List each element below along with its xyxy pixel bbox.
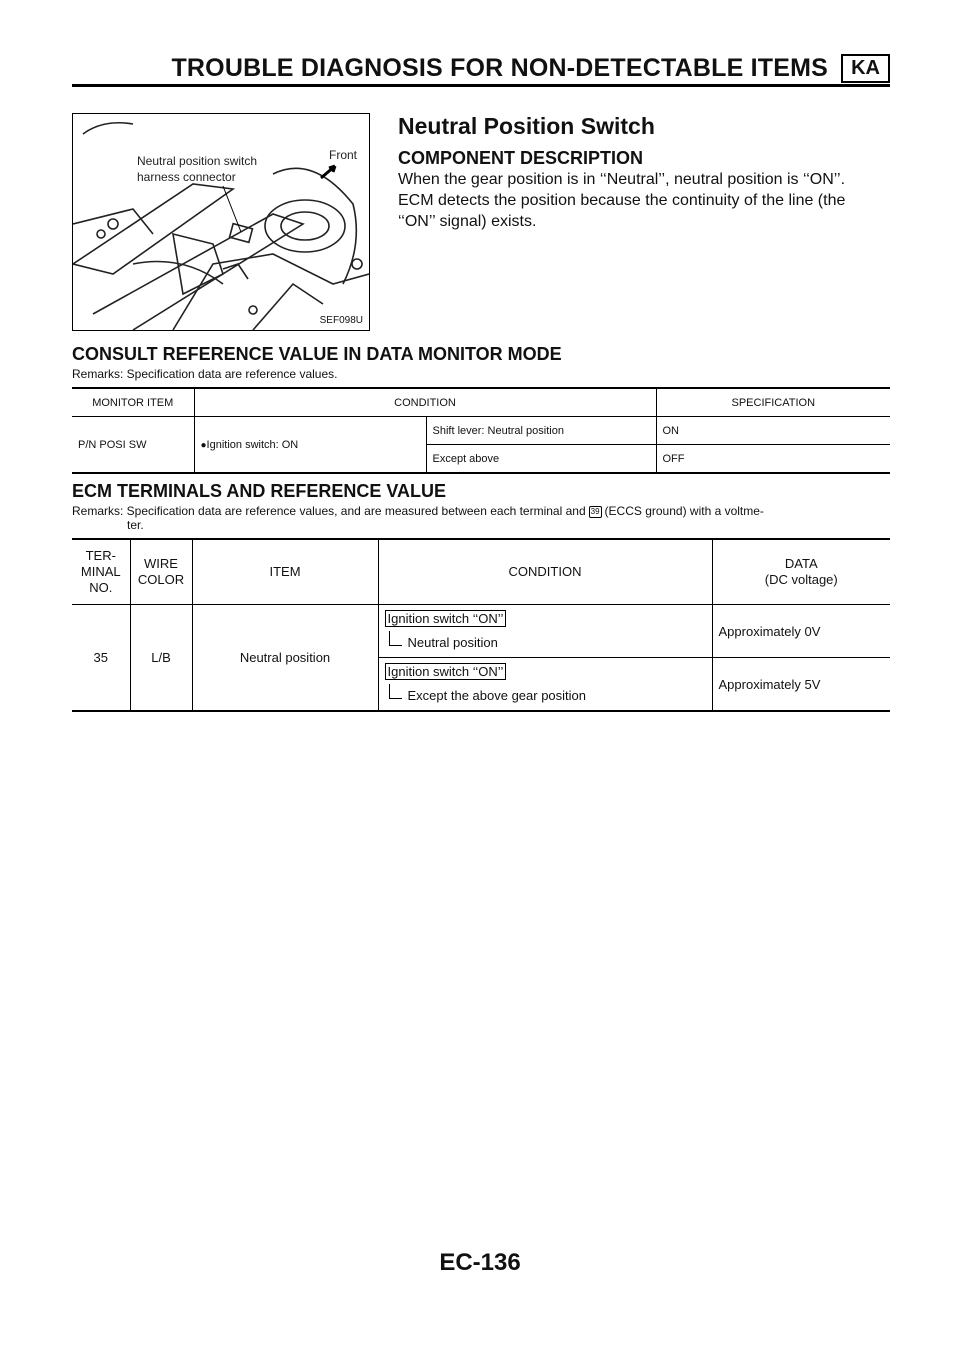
condition-cell xyxy=(194,417,426,474)
front-label: Front xyxy=(329,148,358,162)
col-data-l1: DATA xyxy=(784,556,818,571)
ecm-heading: ECM TERMINALS AND REFERENCE VALUE xyxy=(72,481,447,501)
terminal-cell: 35 xyxy=(72,605,130,712)
component-section xyxy=(398,113,892,232)
col-item: ITEM xyxy=(192,539,378,605)
col-wire-color xyxy=(130,539,192,605)
connector-label-line1: Neutral position switch xyxy=(137,154,258,168)
condition-cell xyxy=(378,658,712,712)
consult-section xyxy=(72,344,890,474)
col-condition: CONDITION xyxy=(378,539,712,605)
col-wire-l1: WIRE xyxy=(144,556,178,571)
component-description-line1: When the gear position is in ‘‘Neutral’’, neutral position is ‘‘ON’’. xyxy=(398,171,846,188)
component-heading: COMPONENT DESCRIPTION xyxy=(398,148,644,168)
sub-condition xyxy=(385,684,706,703)
switch-condition-box: Ignition switch ‘‘ON’’ xyxy=(385,610,507,627)
consult-heading: CONSULT REFERENCE VALUE IN DATA MONITOR MODE xyxy=(72,344,562,364)
col-terminal xyxy=(72,539,130,605)
page-header-title: TROUBLE DIAGNOSIS FOR NON-DETECTABLE ITEMS xyxy=(171,54,828,82)
bullet-icon: ● xyxy=(200,439,207,451)
ground-terminal-icon: 39 xyxy=(590,506,600,516)
page-header xyxy=(72,50,890,87)
consult-remarks: Remarks: Specification data are reference values. xyxy=(72,367,338,381)
sub-condition-text: Neutral position xyxy=(407,635,498,650)
ecm-remarks-continued: ter. xyxy=(127,518,144,532)
ecm-section xyxy=(72,481,890,712)
sub-condition-cell: Shift lever: Neutral position xyxy=(426,417,656,445)
col-data-l2: (DC voltage) xyxy=(764,572,838,587)
condition-text: Ignition switch: ON xyxy=(206,438,299,451)
tree-branch-icon xyxy=(389,631,402,646)
model-badge: KA xyxy=(841,54,890,83)
item-cell: Neutral position xyxy=(192,605,378,712)
consult-table xyxy=(72,387,890,474)
connector-label-line2: harness connector xyxy=(137,170,236,184)
spec-cell: OFF xyxy=(656,445,890,474)
ecm-remarks xyxy=(72,504,890,518)
sub-condition-cell: Except above xyxy=(426,445,656,474)
ecm-remarks-text2: (ECCS ground) with a voltme- xyxy=(604,504,764,518)
ecm-remarks-text1: Remarks: Specification data are reference values, and are measured between each terminal and xyxy=(72,504,586,518)
col-terminal-l2: MINAL xyxy=(80,564,121,579)
col-terminal-l3: NO. xyxy=(89,580,113,595)
col-monitor-item: MONITOR ITEM xyxy=(72,388,194,417)
col-data xyxy=(712,539,890,605)
data-cell: Approximately 0V xyxy=(712,605,890,658)
tree-branch-icon xyxy=(389,684,402,699)
col-specification: SPECIFICATION xyxy=(656,388,890,417)
switch-condition-box: Ignition switch ‘‘ON’’ xyxy=(385,663,507,680)
consult-header-row xyxy=(72,388,890,417)
engine-bay-drawing xyxy=(73,114,369,330)
figure-code: SEF098U xyxy=(319,315,363,326)
data-cell: Approximately 5V xyxy=(712,658,890,712)
sub-condition xyxy=(385,631,706,650)
monitor-item-cell: P/N POSI SW xyxy=(72,417,194,474)
table-row xyxy=(72,605,890,658)
wire-color-cell: L/B xyxy=(130,605,192,712)
page-code: EC-136 xyxy=(439,1249,521,1276)
topic-title: Neutral Position Switch xyxy=(398,113,655,139)
table-row xyxy=(72,417,890,445)
component-description-line3: ‘‘ON’’ signal) exists. xyxy=(398,213,537,230)
connector-illustration xyxy=(72,113,370,331)
sub-condition-text: Except the above gear position xyxy=(407,688,587,703)
spec-cell: ON xyxy=(656,417,890,445)
col-wire-l2: COLOR xyxy=(137,572,185,587)
component-description-line2: ECM detects the position because the continuity of the line (the xyxy=(398,192,846,209)
ecm-header-row xyxy=(72,539,890,605)
condition-cell xyxy=(378,605,712,658)
ecm-table xyxy=(72,538,890,712)
col-condition: CONDITION xyxy=(194,388,656,417)
col-terminal-l1: TER- xyxy=(85,548,116,563)
